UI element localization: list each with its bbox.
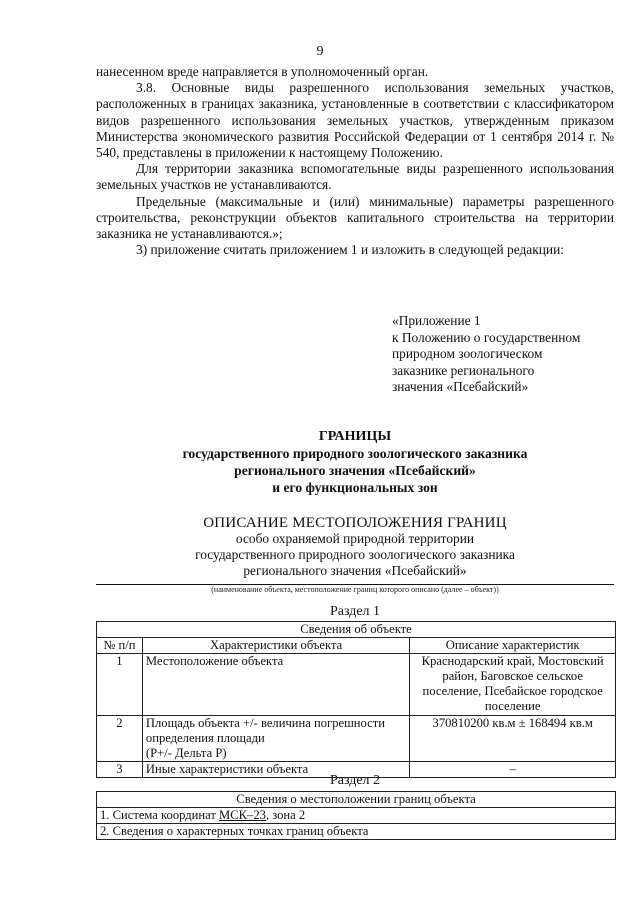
- appendix-line: природном зоологическом: [392, 346, 543, 361]
- row-characteristic: [142, 716, 409, 762]
- coordinate-suffix: , зона 2: [265, 808, 306, 822]
- section-2-title: Раздел 2: [329, 773, 381, 788]
- cell-line: 370810200 кв.м ± 168494 кв.м: [432, 716, 593, 730]
- heading-line: регионального значения «Псебайский»: [234, 463, 476, 478]
- coordinate-system-row: [97, 808, 616, 824]
- table-row: [97, 654, 616, 716]
- page-number: 9: [316, 44, 324, 59]
- cell-line: район, Баговское сельское: [442, 669, 583, 683]
- section-1-title: Раздел 1: [329, 604, 381, 619]
- row-description: [410, 654, 616, 716]
- paragraph-3: Для территории заказника вспомогательные виды разрешенного использования земельных участков не устанавливаются.: [96, 161, 614, 193]
- description-line: государственного природного зоологического заказника: [195, 547, 515, 562]
- table-row: [97, 824, 616, 840]
- row-number: 3: [97, 762, 143, 778]
- heading-line: государственного природного зоологического заказника: [182, 446, 528, 461]
- cell-line: поселение: [484, 699, 541, 713]
- heading-line: и его функциональных зон: [272, 480, 438, 495]
- description-caption: (наименование объекта, местоположение границ которого описано (далее – объект)): [211, 585, 499, 594]
- row-characteristic: [142, 654, 409, 716]
- header-characteristic: Характеристики объекта: [142, 638, 409, 654]
- description-heading: [96, 515, 614, 579]
- cell-line: (P+/- Дельта P): [145, 746, 227, 760]
- description-line: регионального значения «Псебайский»: [243, 563, 467, 578]
- paragraph-1: нанесенном вреде направляется в уполномоченный орган.: [96, 64, 429, 79]
- cell-line: определения площади: [145, 731, 265, 745]
- appendix-line: «Приложение 1: [392, 313, 481, 328]
- table-row: [97, 808, 616, 824]
- cell-line: –: [509, 762, 516, 776]
- heading-title: ГРАНИЦЫ: [318, 429, 392, 444]
- appendix-line: заказнике регионального: [392, 362, 535, 378]
- borders-heading: [96, 428, 614, 496]
- description-title: ОПИСАНИЕ МЕСТОПОЛОЖЕНИЯ ГРАНИЦ: [203, 515, 507, 531]
- row-description: [410, 716, 616, 762]
- boundary-info-table: [96, 791, 616, 840]
- cell-line: Местоположение объекта: [145, 654, 284, 668]
- header-description: Описание характеристик: [410, 638, 616, 654]
- table-row: [97, 716, 616, 762]
- cell-line: Краснодарский край, Мостовский: [421, 654, 604, 668]
- body-text: [96, 64, 614, 258]
- description-line: особо охраняемой природной территории: [235, 531, 475, 546]
- row-number: 2: [97, 716, 143, 762]
- coordinate-system-link[interactable]: МСК–23: [219, 808, 266, 822]
- boundary-points-row: 2. Сведения о характерных точках границ объекта: [97, 824, 616, 840]
- row-number: 1: [97, 654, 143, 716]
- cell-line: Площадь объекта +/- величина погрешности: [145, 716, 385, 730]
- appendix-line: значения «Псебайский»: [392, 379, 529, 394]
- paragraph-2: 3.8. Основные виды разрешенного использования земельных участков, расположенных в границах заказника, установленные в соответствии с классификатором видов разрешенного использования земельных участков, утвержденным приказом Министерства экономического развития Российской Федерации от 1 сентября 2014 г. № 540, представлены в приложении к настоящему Положению.: [96, 80, 614, 161]
- paragraph-4: Предельные (максимальные и (или) минимальные) параметры разрешенного строительства, реконструкции объектов капитального строительства на территории заказника не устанавливаются.»;: [96, 193, 614, 242]
- appendix-reference: [392, 313, 622, 396]
- cell-line: Иные характеристики объекта: [145, 762, 309, 776]
- appendix-line: к Положению о государственном: [392, 329, 581, 345]
- paragraph-5: 3) приложение считать приложением 1 и изложить в следующей редакции:: [136, 242, 564, 258]
- coordinate-prefix: 1. Система координат: [100, 808, 220, 822]
- header-number: № п/п: [97, 638, 143, 654]
- table-title: Сведения об объекте: [97, 622, 616, 638]
- table-title: Сведения о местоположении границ объекта: [97, 792, 616, 808]
- object-info-table: [96, 621, 616, 778]
- cell-line: поселение, Псебайское городское: [422, 684, 603, 698]
